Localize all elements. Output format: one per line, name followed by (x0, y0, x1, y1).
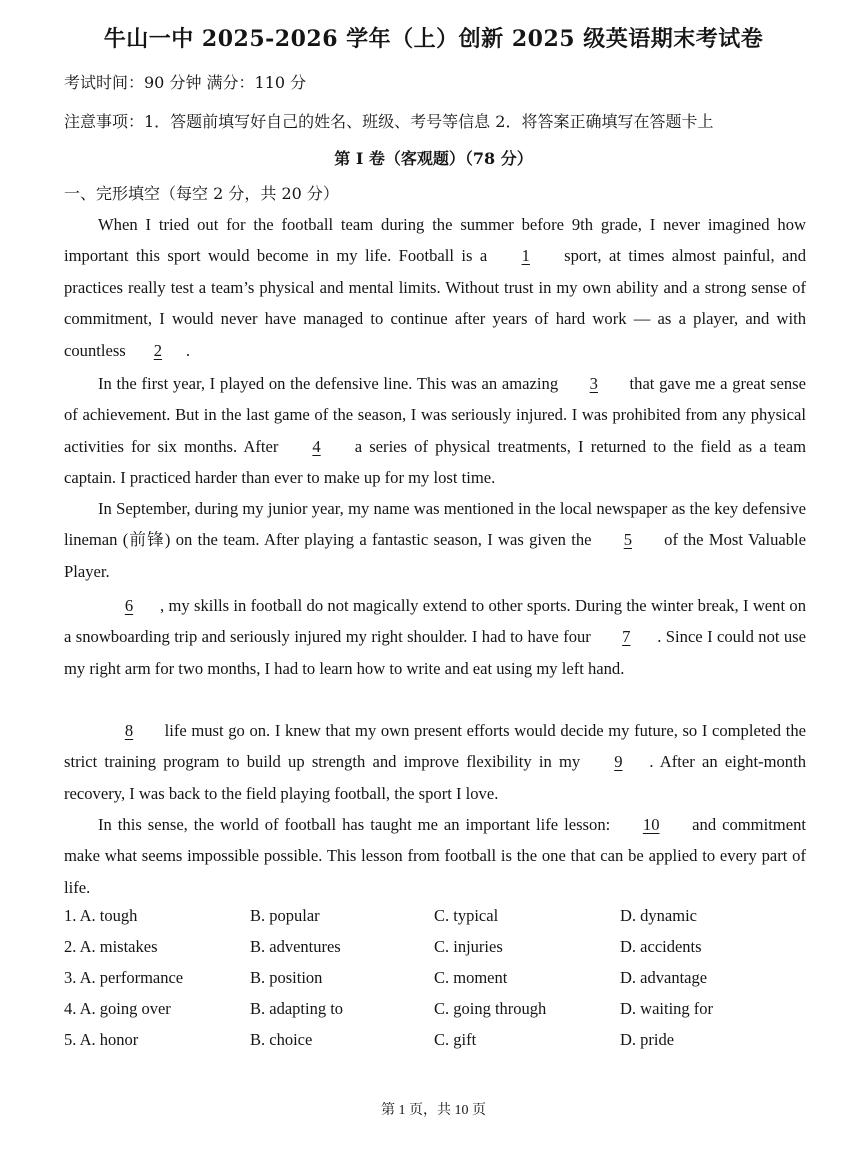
paragraph-6: In this sense, the world of football has taught me an important life lesson: 10 and commitment make what seems impossible possible. This lesson from football is the one that can be applied to every part of life. (64, 809, 806, 903)
paragraph-5: 8 life must go on. I knew that my own present efforts would decide my future, so I completed the strict training program to build up strength and improve flexibility in my 9 . After an eight-month recovery, I was back to the field playing football, the sport I love. (64, 715, 806, 809)
option-d: D. pride (620, 1030, 675, 1049)
blank-1: 1 (521, 246, 530, 266)
option-c: C. going through (434, 999, 547, 1018)
paragraph-3: In September, during my junior year, my name was mentioned in the local newspaper as the key defensive lineman (前锋) on the team. After playing a fantastic season, I was given the 5 of the Most Valuable Player. (64, 499, 807, 581)
exam-title: 牛山一中 2025-2026 学年（上）创新 2025 级英语期末考试卷 (103, 26, 764, 52)
option-row (64, 1030, 824, 1060)
option-a: 2. A. mistakes (64, 937, 158, 956)
paragraph-1: When I tried out for the football team during the summer before 9th grade, I never imagined how important this sport would become in my life. Football is a 1 sport, at times almost painful, and practices really test a team’s physical and mental limits. Without trust in my own ability and a strong sense of commitment, I would never have managed to continue after years of hard work — as a player, and with countless 2 . (64, 209, 806, 366)
option-c: C. gift (434, 1030, 477, 1049)
blank-2: 2 (153, 340, 163, 360)
option-c: C. moment (434, 968, 508, 987)
blank-6: 6 (124, 596, 134, 615)
option-b: B. position (250, 968, 323, 987)
blank-5: 5 (623, 530, 632, 550)
option-d: D. accidents (620, 937, 702, 956)
blank-10: 10 (642, 815, 660, 834)
option-b: B. popular (250, 906, 320, 925)
option-a: 1. A. tough (64, 906, 138, 925)
blank-9: 9 (614, 752, 623, 772)
page-footer: 第 1 页，共 10 页 (381, 1103, 486, 1118)
option-c: C. typical (434, 906, 499, 925)
option-row (64, 968, 824, 998)
option-d: D. dynamic (620, 906, 697, 925)
paragraph-4: 6 , my skills in football do not magically extend to other sports. During the winter break, I went on a snowboarding trip and seriously injured my right shoulder. I had to have four 7 . Since I could not use my right arm for two months, I had to learn how to write and eat using my left hand. (64, 590, 806, 684)
option-a: 5. A. honor (64, 1030, 139, 1049)
option-b: B. adapting to (250, 999, 344, 1018)
blank-7: 7 (622, 627, 631, 647)
blank-3: 3 (589, 374, 598, 393)
option-b: B. choice (250, 1030, 313, 1049)
option-row (64, 906, 824, 936)
option-a: 4. A. going over (64, 999, 171, 1018)
section-heading: 一、完形填空（每空 2 分，共 20 分） (64, 184, 339, 203)
option-row (64, 999, 824, 1029)
option-c: C. injuries (434, 937, 503, 956)
paragraph-2: In the first year, I played on the defensive line. This was an amazing 3 that gave me a great sense of achievement. But in the last game of the season, I was seriously injured. I was prohibited from any physical activities for six months. After 4 a series of physical treatments, I returned to the field as a team captain. I practiced harder than ever to make up for my lost time. (64, 368, 806, 494)
option-a: 3. A. performance (64, 968, 184, 987)
option-b: B. adventures (250, 937, 341, 956)
option-row (64, 937, 824, 967)
option-d: D. advantage (620, 968, 708, 987)
part-title: 第 I 卷（客观题）（78 分） (334, 149, 533, 168)
option-d: D. waiting for (620, 999, 714, 1018)
blank-8: 8 (124, 721, 134, 740)
exam-notes: 注意事项：1．答题前填写好自己的姓名、班级、考号等信息 2．将答案正确填写在答题卡上 (64, 112, 714, 131)
blank-4: 4 (312, 436, 321, 456)
exam-info: 考试时间：90 分钟 满分：110 分 (64, 73, 307, 92)
